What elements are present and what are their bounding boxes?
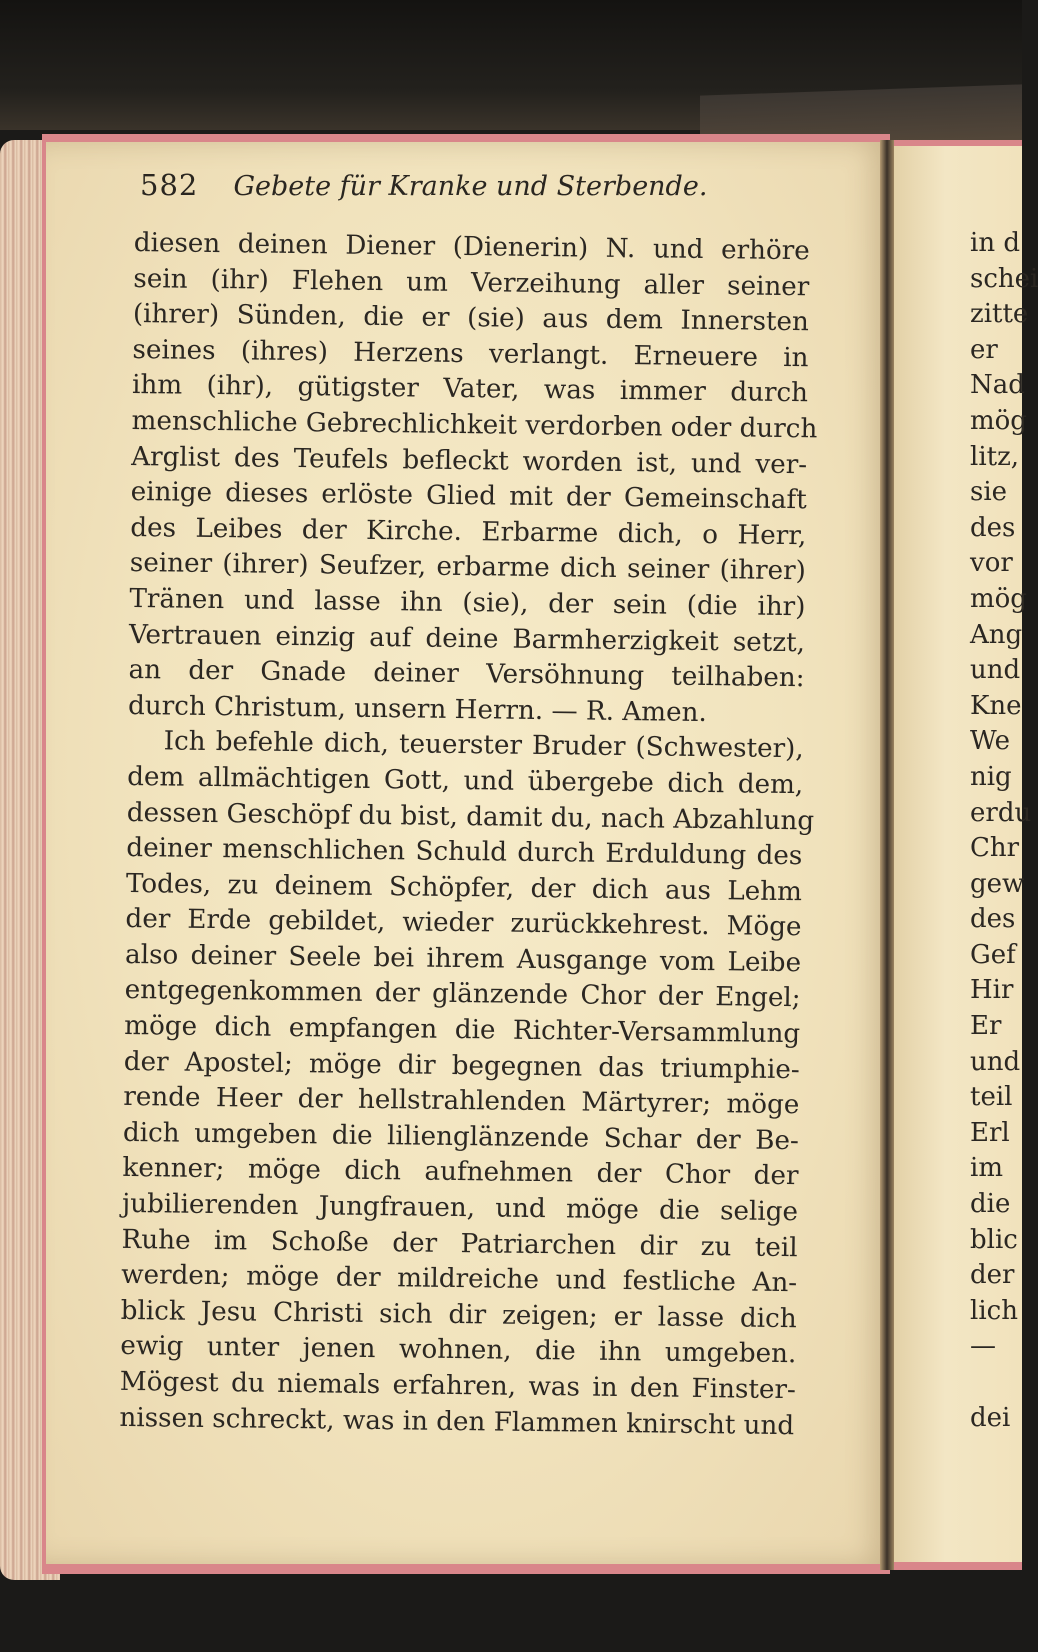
facing-line: nig — [970, 761, 1012, 792]
facing-line: lich — [970, 1295, 1018, 1326]
text-line: Ruhe im Schoße der Patriarchen dir zu teil — [121, 1224, 798, 1263]
facing-page-text — [970, 226, 1038, 1436]
text-line: seines (ihres) Herzens verlangt. Erneuere in — [132, 334, 809, 374]
text-line: der Apostel; möge dir begegnen das triumphie- — [123, 1046, 800, 1085]
facing-line: Chr — [970, 833, 1020, 864]
facing-line: Hir — [970, 975, 1014, 1006]
facing-line: erdu — [970, 797, 1032, 828]
text-line: entgegenkommen der glänzende Chor der Engel; — [124, 975, 801, 1014]
facing-line: Erl — [970, 1117, 1010, 1148]
page-number: 582 — [140, 168, 199, 202]
facing-line: mög — [970, 583, 1027, 614]
text-line: dich umgeben die lilienglänzende Schar der Be- — [122, 1117, 800, 1157]
facing-line: dei — [970, 1402, 1011, 1433]
text-line: blick Jesu Christi sich dir zeigen; er lasse dich — [120, 1295, 797, 1334]
facing-line — [970, 1365, 1030, 1401]
facing-line: Er — [970, 1011, 1002, 1042]
paragraph-2 — [119, 724, 815, 1444]
text-line: Vertrauen einzig auf deine Barmherzigkeit setzt, — [128, 619, 806, 658]
text-line: werden; möge der mildreiche und festliche An- — [120, 1260, 798, 1299]
text-line: möge dich empfangen die Richter-Versammlung — [124, 1011, 801, 1050]
text-line: dessen Geschöpf du bist, damit du, nach Abzahlung — [126, 797, 815, 836]
text-line: ihm (ihr), gütigster Vater, was immer durch — [131, 370, 809, 409]
facing-line: — — [970, 1331, 996, 1362]
text-line: ewig unter jenen wohnen, die ihn umgeben. — [120, 1331, 797, 1370]
facing-line: gew — [970, 868, 1025, 899]
facing-line: die — [970, 1189, 1011, 1220]
facing-line: blic — [970, 1224, 1018, 1255]
text-line: also deiner Seele bei ihrem Ausgange vom Leibe — [124, 939, 802, 979]
text-line: der Erde gebildet, wieder zurückkehrest. Möge — [125, 904, 802, 943]
facing-line: Gef — [970, 939, 1016, 970]
text-line: des Leibes der Kirche. Erbarme dich, o Herr, — [130, 512, 807, 551]
text-line: (ihrer) Sünden, die er (sie) aus dem Innersten — [132, 299, 810, 338]
text-line: jubilierenden Jungfrauen, und möge die selige — [121, 1188, 799, 1228]
text-line: nissen schreckt, was in den Flammen knirscht und — [119, 1402, 795, 1441]
text-line: Ich befehle dich, teuerster Bruder (Schwester), — [163, 726, 804, 765]
text-line: diesen deinen Diener (Dienerin) N. und erhöre — [133, 227, 810, 267]
facing-line: zitte — [970, 299, 1029, 330]
facing-line: Nad — [970, 370, 1025, 401]
text-line: dem allmächtigen Gott, und übergebe dich dem, — [127, 761, 804, 801]
text-line: an der Gnade deiner Versöhnung teilhaben: — [128, 655, 805, 694]
running-head: Gebete für Kranke und Sterbende. — [233, 171, 708, 202]
facing-line: mög — [970, 405, 1027, 436]
page-header — [140, 168, 840, 202]
prayer-text — [119, 226, 818, 1444]
text-line: einige dieses erlöste Glied mit der Gemeinschaft — [130, 477, 807, 516]
text-line: menschliche Gebrechlichkeit verdorben oder durch — [131, 405, 818, 445]
facing-line: und — [970, 1046, 1021, 1077]
facing-line: in d — [970, 228, 1020, 258]
text-line: sein (ihr) Flehen um Verzeihung aller seiner — [133, 263, 810, 302]
text-line: seiner (ihrer) Seufzer, erbarme dich seiner (ihrer) — [129, 548, 807, 587]
facing-line: vor — [970, 548, 1013, 579]
facing-line: und — [970, 655, 1021, 686]
facing-line: teil — [970, 1082, 1013, 1113]
paragraph-1 — [127, 226, 818, 733]
facing-line: schei — [970, 263, 1038, 294]
facing-line: We — [970, 726, 1010, 757]
facing-line: Kne — [970, 690, 1022, 721]
text-line: Arglist des Teufels befleckt worden ist, und ver- — [130, 441, 808, 480]
text-line: kenner; möge dich aufnehmen der Chor der — [122, 1153, 799, 1192]
facing-line: des — [970, 512, 1016, 543]
facing-line: Ang — [970, 619, 1023, 650]
text-line: rende Heer der hellstrahlenden Märtyrer; möge — [123, 1082, 800, 1121]
text-line: durch Christum, unsern Herrn. — R. Amen. — [127, 690, 707, 728]
facing-line: sie — [970, 477, 1008, 508]
facing-line: der — [970, 1260, 1015, 1291]
text-line: Todes, zu deinem Schöpfer, der dich aus Lehm — [125, 868, 803, 907]
text-line: Tränen und lasse ihn (sie), der sein (die ihr) — [129, 583, 806, 623]
facing-line: im — [970, 1153, 1003, 1184]
facing-line: litz, — [970, 441, 1020, 472]
facing-line: des — [970, 904, 1016, 935]
text-line: deiner menschlichen Schuld durch Erduldung des — [126, 833, 803, 872]
text-line: Mögest du niemals erfahren, was in den Finster- — [119, 1366, 797, 1406]
facing-line: er — [970, 334, 998, 365]
book-gutter — [880, 140, 894, 1570]
